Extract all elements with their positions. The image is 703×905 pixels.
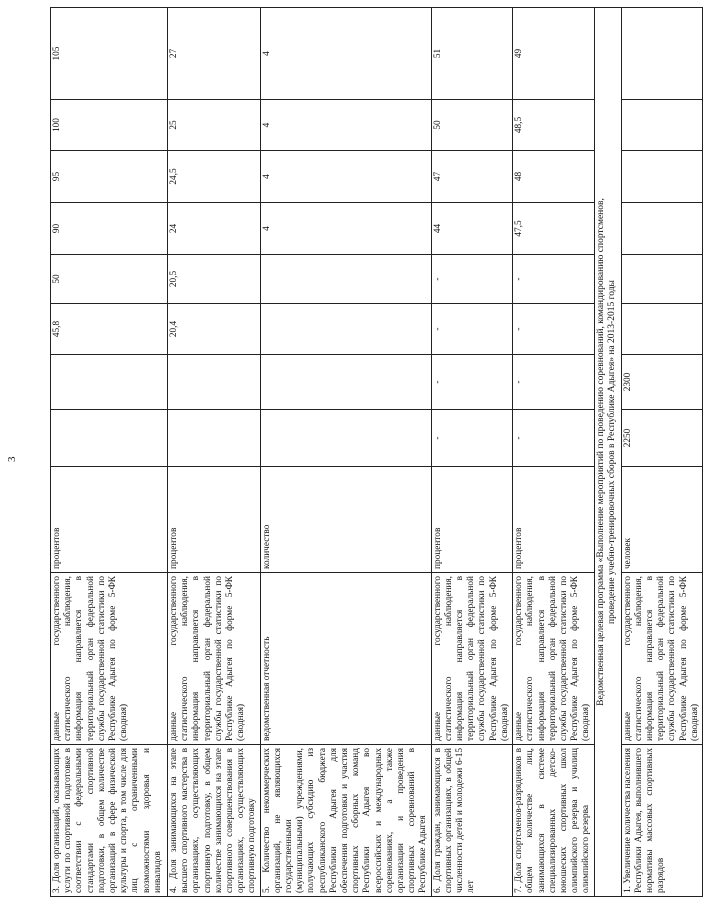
- value-cell: [621, 203, 702, 255]
- unit-cell: человек: [621, 467, 702, 573]
- table-row: [51, 8, 168, 897]
- value-cell: -: [431, 410, 512, 467]
- data-source: ведомственная отчетность: [260, 573, 431, 745]
- value-cell: 2250: [621, 410, 702, 467]
- data-source: данные государственного статистического наблюдения, информация направляется в территориальный орган федеральной службы государственной статистики по Республике Адыгея по форме 5-ФК (сводная): [168, 573, 261, 745]
- value-cell: [168, 355, 261, 410]
- indicator-name: 4. Доля занимающихся на этапе высшего спортивного мастерства в организациях, осуществляющих спортивную подготовку, в общем количестве занимающихся на этапе спортивного совершенствования в организациях, осуществляющих спортивную подготовку: [168, 745, 261, 897]
- value-cell: 20,4: [168, 304, 261, 355]
- data-source: данные государственного статистического наблюдения, информация направляется в территориальный орган федеральной службы государственной статистики по Республике Адыгея по форме 5-ФК (сводная): [51, 573, 168, 745]
- value-cell: -: [431, 304, 512, 355]
- value-cell: 50: [51, 255, 168, 304]
- table-row: [513, 8, 594, 897]
- value-cell: [260, 355, 431, 410]
- unit-cell: процентов: [513, 467, 594, 573]
- value-cell: 20,5: [168, 255, 261, 304]
- page-number: 3: [6, 456, 18, 462]
- indicator-name: 6. Доля граждан, занимающихся в спортивных организациях, в общей численности детей и молодежи 6-15 лет: [431, 745, 512, 897]
- value-cell: [621, 304, 702, 355]
- indicator-name: 3. Доля организаций, оказывающих услуги по спортивной подготовке в соответствии с федеральными стандартами спортивной подготовки, в общем количестве организаций в сфере физической культуры и спорта, в том числе для лиц с ограниченными возможностями здоровья и инвалидов: [51, 745, 168, 897]
- value-cell: -: [513, 304, 594, 355]
- value-cell: 25: [168, 100, 261, 151]
- value-cell: 27: [168, 8, 261, 100]
- section-row: [594, 8, 621, 897]
- value-cell: 24: [168, 203, 261, 255]
- indicator-name: 7. Доля спортсменов-разрядников в общем количестве лиц, занимающихся в системе специализированных детско-юношеских спортивных школ олимпийского резерва и училищ олимпийского резерва: [513, 745, 594, 897]
- value-cell: [168, 410, 261, 467]
- indicator-name: 5. Количество некоммерческих организаций, не являющихся государственными (муниципальными) учреждениями, получающих субсидию из республиканского бюджета Республики Адыгея для обеспечения подготовки и участия спортивных сборных команд Республики Адыгея во всероссийских и международных соревнованиях, а также организации и проведения спортивных соревнований в Республике Адыгея: [260, 745, 431, 897]
- table-row: [168, 8, 261, 897]
- value-cell: 51: [431, 8, 512, 100]
- value-cell: 49: [513, 8, 594, 100]
- table-row: [431, 8, 512, 897]
- value-cell: 47: [431, 151, 512, 203]
- value-cell: 48: [513, 151, 594, 203]
- value-cell: [51, 355, 168, 410]
- value-cell: 100: [51, 100, 168, 151]
- value-cell: 90: [51, 203, 168, 255]
- value-cell: -: [513, 355, 594, 410]
- value-cell: 44: [431, 203, 512, 255]
- table-row: [260, 8, 431, 897]
- indicator-name: 1. Увеличение количества населения Республики Адыгея, выполнившего нормативы массовых спортивных разрядов: [621, 745, 702, 897]
- value-cell: 47,5: [513, 203, 594, 255]
- section-title-line: Ведомственная целевая программа «Выполнение мероприятий по проведению соревнований, командированию спортсменов,: [595, 198, 606, 706]
- value-cell: [51, 410, 168, 467]
- value-cell: 4: [260, 151, 431, 203]
- value-cell: 95: [51, 151, 168, 203]
- section-title: [594, 8, 621, 897]
- value-cell: [621, 100, 702, 151]
- value-cell: -: [513, 410, 594, 467]
- value-cell: 105: [51, 8, 168, 100]
- unit-cell: процентов: [51, 467, 168, 573]
- unit-cell: процентов: [168, 467, 261, 573]
- value-cell: -: [513, 255, 594, 304]
- data-source: данные государственного статистического наблюдения, информация направляется в территориальный орган федеральной службы государственной статистики по Республике Адыгея по форме 5-ФК (сводная): [513, 573, 594, 745]
- unit-cell: количество: [260, 467, 431, 573]
- value-cell: 24,5: [168, 151, 261, 203]
- value-cell: -: [431, 355, 512, 410]
- value-cell: 45,8: [51, 304, 168, 355]
- data-source: данные государственного статистического наблюдения, информация направляется в территориальный орган федеральной службы государственной статистики по Республике Адыгея по форме 5-ФК (сводная): [431, 573, 512, 745]
- unit-cell: процентов: [431, 467, 512, 573]
- value-cell: 4: [260, 8, 431, 100]
- indicators-table: [50, 7, 703, 897]
- value-cell: -: [431, 255, 512, 304]
- value-cell: [260, 410, 431, 467]
- value-cell: [260, 255, 431, 304]
- section-title-line: проведение учебно-тренировочных сборов в Республике Адыгея» на 2013-2015 годы: [606, 280, 617, 624]
- value-cell: 4: [260, 100, 431, 151]
- value-cell: 4: [260, 203, 431, 255]
- value-cell: 50: [431, 100, 512, 151]
- value-cell: [621, 151, 702, 203]
- data-source: данные государственного статистического наблюдения, информация направляется в территориальный орган федеральной службы государственной статистики по Республике Адыгея по форме 5-ФК (сводная): [621, 573, 702, 745]
- table-row: [621, 8, 702, 897]
- value-cell: [621, 255, 702, 304]
- value-cell: [621, 8, 702, 100]
- value-cell: [260, 304, 431, 355]
- value-cell: 48,5: [513, 100, 594, 151]
- value-cell: 2300: [621, 355, 702, 410]
